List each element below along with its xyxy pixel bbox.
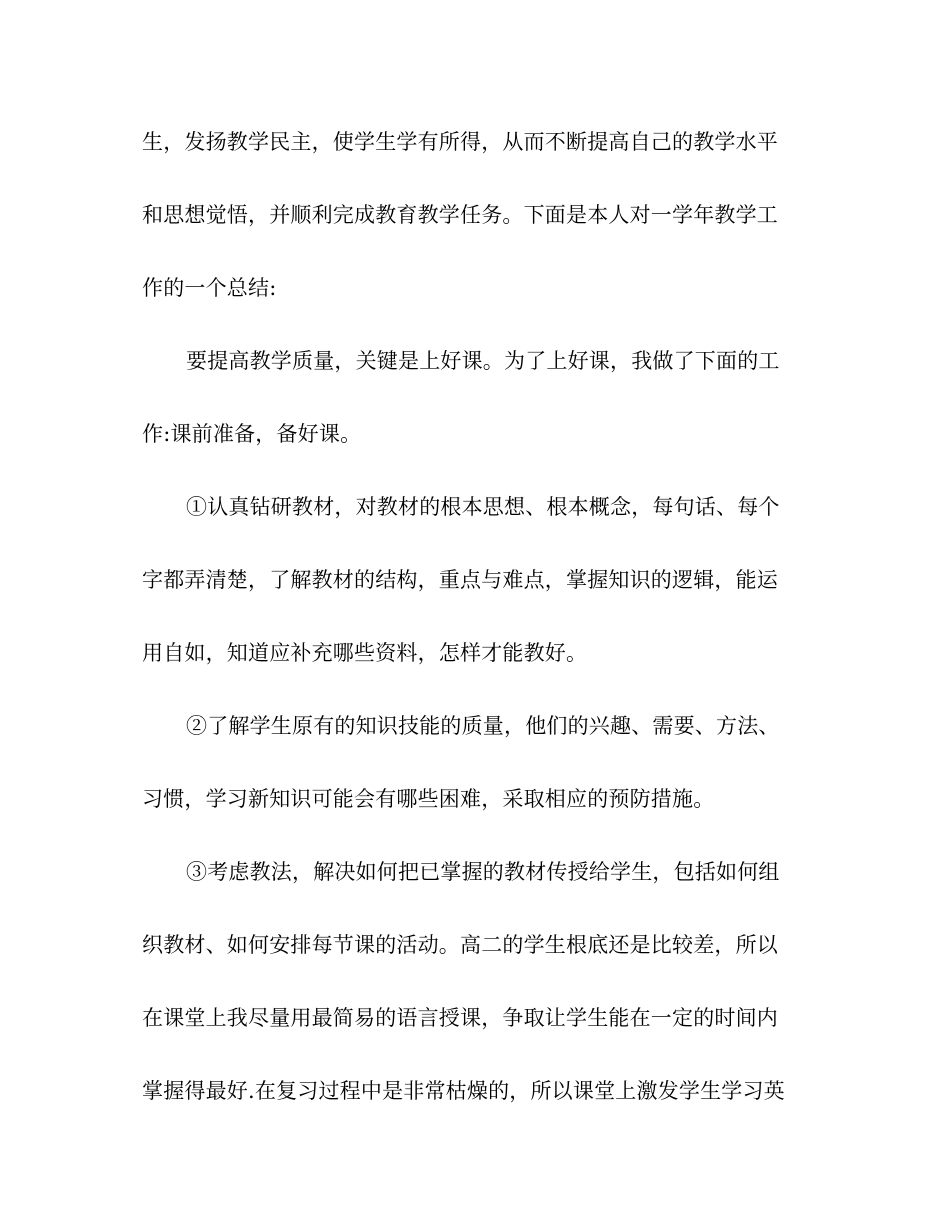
paragraph-start-line: ③考虑教法，解决如何把已掌握的教材传授给学生，包括如何组: [186, 860, 780, 884]
text-line: 在课堂上我尽量用最简易的语言授课，争取让学生能在一定的时间内: [142, 1006, 778, 1030]
text-line: 字都弄清楚，了解教材的结构，重点与难点，掌握知识的逻辑，能运: [142, 568, 778, 592]
text-line: 生，发扬教学民主，使学生学有所得，从而不断提高自己的教学水平: [142, 130, 778, 154]
text-line: 作:课前准备，备好课。: [142, 422, 362, 446]
paragraph-start-line: ①认真钻研教材，对教材的根本思想、根本概念，每句话、每个: [186, 495, 780, 519]
text-line: 织教材、如何安排每节课的活动。高二的学生根底还是比较差，所以: [142, 933, 778, 957]
text-line: 作的一个总结:: [142, 276, 277, 300]
text-line: 习惯，学习新知识可能会有哪些困难，采取相应的预防措施。: [142, 787, 715, 811]
paragraph-start-line: 要提高教学质量，关键是上好课。为了上好课，我做了下面的工: [186, 349, 780, 373]
text-line: 掌握得最好.在复习过程中是非常枯燥的，所以课堂上激发学生学习英: [142, 1079, 785, 1103]
text-line: 用自如，知道应补充哪些资料，怎样才能教好。: [142, 641, 588, 665]
text-line: 和思想觉悟，并顺利完成教育教学任务。下面是本人对一学年教学工: [142, 203, 778, 227]
paragraph-start-line: ②了解学生原有的知识技能的质量，他们的兴趣、需要、方法、: [186, 714, 780, 738]
